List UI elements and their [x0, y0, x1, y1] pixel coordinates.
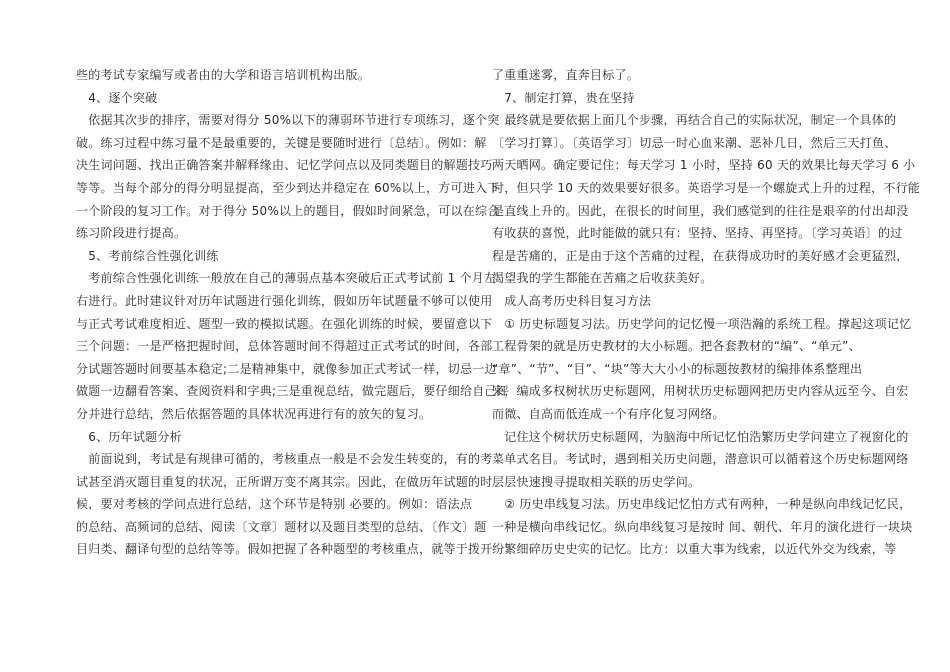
- right-column-text-line: ② 历史串线复习法。历史串线记忆怕方式有两种，一种是纵向串线记忆民，: [492, 497, 912, 512]
- left-column-text-line: 练习阶段进行提高。: [76, 226, 187, 241]
- left-column-text-line: 与正式考试难度相近、题型一致的模拟试题。在强化训练的时候，要留意以下: [76, 316, 493, 331]
- right-column-text-line: 最终就是要依据上面几个步骤，再结合自己的实际状况，制定一个具体的: [492, 113, 897, 128]
- left-column-text-line: 考前综合性强化训练一般放在自己的薄弱点基本突破后正式考试前 1 个月左: [76, 271, 497, 286]
- left-column-text-line: 三个问题：一是严格把握时间，总体答题时间不得超过正式考试的时间，各部: [76, 339, 493, 354]
- right-column-text-line: “章”、“节”、“目”、“块”等大大小小的标题按教材的编排体系整理出: [492, 361, 863, 376]
- right-column-text-line: ① 历史标题复习法。历史学问的记忆慢一项浩瀚的系统工程。撑起这项记忆: [492, 316, 912, 331]
- left-column-text-line: 一个阶段的复习工作。对于得分 50%以上的题目，假如时间紧急，可以在综合: [76, 203, 500, 218]
- left-column-text-line: 做题一边翻看答案、查阅资料和字典;三是重视总结，做完题后，要仔细给自己评: [76, 384, 510, 399]
- right-text-column: [492, 64, 921, 561]
- left-text-column: [76, 64, 510, 561]
- left-column-text-line: 分并进行总结，然后依据答题的具体状况再进行有的放矢的复习。: [76, 406, 432, 421]
- right-column-text-line: 工程骨架的就是历史教材的大小标题。把各套教材的“编”、“单元”、: [492, 339, 861, 354]
- left-column-text-line: 依据其次步的排序，需要对得分 50%以下的薄弱环节进行专项练习，逐个突: [76, 113, 500, 128]
- left-column-text-line: 试甚至消灭题目重复的状况，正所谓万变不离其宗。因此，在做历年试题的时: [76, 474, 493, 489]
- right-column-text-line: 有收获的喜悦，此时能做的就只有：坚持、坚持、再坚持。〔学习英语〕的过: [492, 226, 903, 241]
- right-column-text-line: 时，但只学 10 天的效果要好很多。英语学习是一个螺旋式上升的过程，不行能: [492, 180, 921, 195]
- right-column-text-line: 纷繁细碎历史史实的记忆。比方：以重大事为线索，以近代外交为线索，等: [492, 542, 897, 557]
- left-column-text-line: 右进行。此时建议针对历年试题进行强化训练，假如历年试题量不够可以使用: [76, 293, 493, 308]
- right-column-text-line: 层层快速搜寻提取相关联的历史学问。: [492, 474, 701, 489]
- right-column-text-line: 而微、自高而低连成一个有序化复习网络。: [492, 406, 725, 421]
- right-column-text-line: 了重重迷雾，直奔目标了。: [492, 68, 640, 82]
- left-column-text-line: 决生词问题、找出正确答案并解释缘由、记忆学问点以及同类题目的解题技巧: [76, 158, 493, 173]
- right-column-text-line: 记住这个树状历史标题网，为脑海中所记忆怕浩繁历史学问建立了视窗化的: [492, 429, 909, 444]
- right-column-text-line: 菜单式名目。考试时，遇到相关历史问题，潜意识可以循着这个历史标题网络: [492, 452, 909, 467]
- right-column-text-line: 程是苦痛的，正是由于这个苦痛的过程，在获得成功时的美好感才会更猛烈，: [492, 248, 909, 263]
- right-column-text-line: 两天晒网。确定要记住：每天学习 1 小时，坚持 60 天的效果比每天学习 6 小: [492, 158, 916, 173]
- right-column-text-line: 7、制定打算，贵在坚持: [492, 90, 635, 105]
- left-column-text-line: 6、历年试题分析: [76, 429, 182, 444]
- right-column-text-line: 是直线上升的。因此，在很长的时间里，我们感觉到的往往是艰辛的付出却没: [492, 203, 909, 218]
- left-column-text-line: 候，要对考核的学问点进行总结，这个环节是特别 必要的。例如：语法点: [76, 497, 473, 512]
- left-column-text-line: 破。练习过程中练习量不是最重要的，关键是要随时进行〔总结〕。例如：解: [76, 135, 487, 150]
- left-column-text-line: 5、考前综合性强化训练: [76, 248, 219, 263]
- left-column-text-line: 4、逐个突破: [76, 90, 158, 105]
- right-column-text-line: 〔学习打算〕。〔英语学习〕切忌一时心血来潮、恶补几日，然后三天打鱼、: [492, 135, 897, 150]
- left-column-text-line: 目归类、翻译句型的总结等等。假如把握了各种题型的考核重点，就等于拨开: [76, 542, 493, 557]
- left-column-text-line: 等等。当每个部分的得分明显提高，至少到达并稳定在 60%以上，方可进入下: [76, 180, 500, 195]
- right-column-text-line: 一种是横向串线记忆。纵向串线复习是按时 间、朝代、年月的演化进行一块块: [492, 519, 913, 534]
- right-column-text-line: 渴望我的学生都能在苦痛之后收获美好。: [492, 271, 713, 286]
- right-column-text-line: 来，编成多权树状历史标题网，用树状历史标题网把历史内容从远至今、自宏: [492, 384, 909, 399]
- left-column-text-line: 些的考试专家编写或者由的大学和语言培训机构出版。: [76, 68, 371, 82]
- left-column-text-line: 前面说到，考试是有规律可循的，考核重点一般是不会发生转变的，有的考: [76, 452, 493, 467]
- right-column-text-line: 成人高考历史科目复习方法: [492, 293, 652, 308]
- left-column-text-line: 的总结、高频词的总结、阅读〔文章〕题材以及题目类型的总结、〔作文〕题: [76, 519, 487, 534]
- left-column-text-line: 分试题答题时间要基本稳定;二是精神集中，就像参加正式考试一样，切忌一边: [76, 361, 497, 376]
